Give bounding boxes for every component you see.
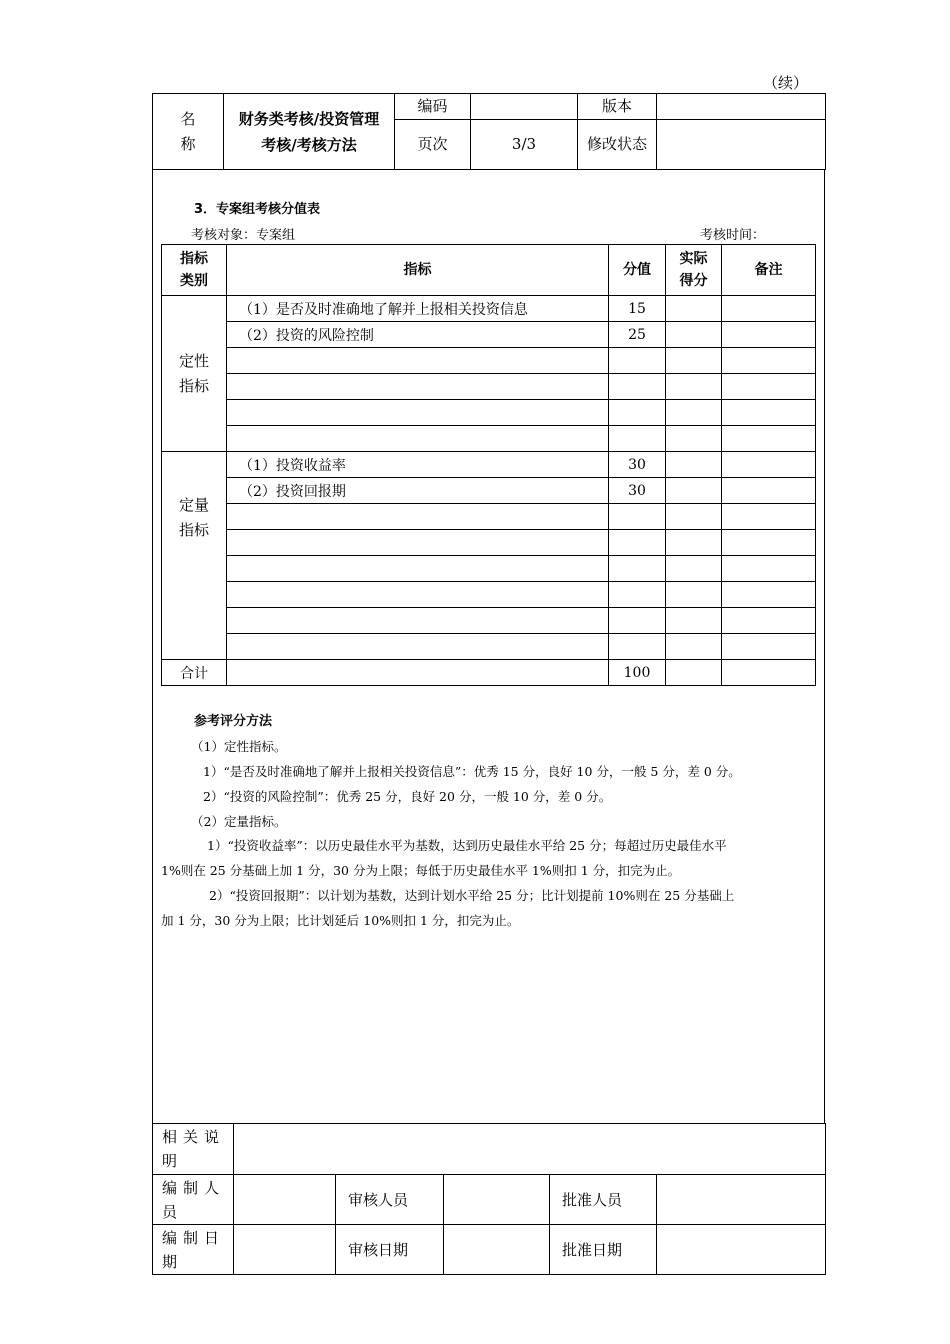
approver-value bbox=[657, 1175, 826, 1225]
assessment-time-label: 考核时间： bbox=[700, 228, 766, 243]
approve-date-label: 批准日期 bbox=[550, 1225, 657, 1275]
revision-label: 修改状态 bbox=[578, 120, 657, 170]
document-title: 财务类考核/投资管理考核/考核方法 bbox=[224, 94, 395, 170]
table-row-indicator: （1）是否及时准确地了解并上报相关投资信息 bbox=[227, 296, 609, 322]
table-row-score: 15 bbox=[609, 296, 666, 322]
reference-title: 参考评分方法 bbox=[194, 714, 273, 729]
document-header-table bbox=[152, 93, 826, 170]
related-notes-label: 相关说明 bbox=[153, 1124, 234, 1175]
version-value bbox=[657, 94, 826, 120]
related-notes-value bbox=[234, 1124, 826, 1175]
assessment-target: 考核对象：专案组 bbox=[191, 228, 296, 243]
header-category: 指标类别 bbox=[162, 245, 227, 296]
review-date-value bbox=[444, 1225, 550, 1275]
table-row-indicator: （1）投资收益率 bbox=[227, 452, 609, 478]
header-score: 分值 bbox=[609, 245, 666, 296]
total-label: 合计 bbox=[162, 660, 227, 686]
reference-line: 1）“投资收益率”：以历史最佳水平为基数，达到历史最佳水平给 25 分；每超过历史最佳水平 bbox=[207, 838, 727, 853]
table-row-score: 30 bbox=[609, 478, 666, 504]
reference-line: 加 1 分，30 分为上限；比计划延后 10%则扣 1 分，扣完为止。 bbox=[161, 913, 520, 928]
review-date-label: 审核日期 bbox=[336, 1225, 444, 1275]
author-date-label: 编制日期 bbox=[153, 1225, 234, 1275]
reference-line: 2）“投资回报期”：以计划为基数，达到计划水平给 25 分；比计划提前 10%则在 25 分基础上 bbox=[209, 888, 735, 903]
approver-label: 批准人员 bbox=[550, 1175, 657, 1225]
reviewer-value bbox=[444, 1175, 550, 1225]
table-row-score: 30 bbox=[609, 452, 666, 478]
header-remark: 备注 bbox=[722, 245, 816, 296]
table-row-remark bbox=[722, 296, 816, 322]
page-value: 3/3 bbox=[471, 120, 578, 170]
header-actual-score: 实际得分 bbox=[666, 245, 722, 296]
author-value bbox=[234, 1175, 336, 1225]
page-label: 页次 bbox=[395, 120, 471, 170]
continuation-mark: （续） bbox=[763, 74, 809, 92]
header-indicator: 指标 bbox=[227, 245, 609, 296]
reference-line: （1）定性指标。 bbox=[191, 739, 287, 754]
approve-date-value bbox=[657, 1225, 826, 1275]
version-label: 版本 bbox=[578, 94, 657, 120]
table-row-indicator: （2）投资回报期 bbox=[227, 478, 609, 504]
revision-value bbox=[657, 120, 826, 170]
table-row-actual bbox=[666, 296, 722, 322]
code-value bbox=[471, 94, 578, 120]
score-table bbox=[161, 244, 816, 686]
reviewer-label: 审核人员 bbox=[336, 1175, 444, 1225]
code-label: 编码 bbox=[395, 94, 471, 120]
name-label: 名称 bbox=[153, 94, 224, 170]
total-value: 100 bbox=[609, 660, 666, 686]
author-date-value bbox=[234, 1225, 336, 1275]
footer-table bbox=[152, 1123, 826, 1275]
author-label: 编制人员 bbox=[153, 1175, 234, 1225]
table-row-score: 25 bbox=[609, 322, 666, 348]
reference-line: （2）定量指标。 bbox=[191, 814, 287, 829]
reference-line: 1%则在 25 分基础上加 1 分，30 分为上限；每低于历史最佳水平 1%则扣 1 分，扣完为止。 bbox=[161, 863, 681, 878]
reference-line: 2）“投资的风险控制”：优秀 25 分，良好 20 分，一般 10 分，差 0 分。 bbox=[203, 789, 612, 804]
section-title: 3．专案组考核分值表 bbox=[194, 202, 321, 217]
category-quantitative: 定量指标 bbox=[162, 452, 227, 660]
reference-line: 1）“是否及时准确地了解并上报相关投资信息”：优秀 15 分，良好 10 分，一般 5 分，差 0 分。 bbox=[203, 764, 741, 779]
table-row-indicator: （2）投资的风险控制 bbox=[227, 322, 609, 348]
category-qualitative: 定性指标 bbox=[162, 296, 227, 452]
